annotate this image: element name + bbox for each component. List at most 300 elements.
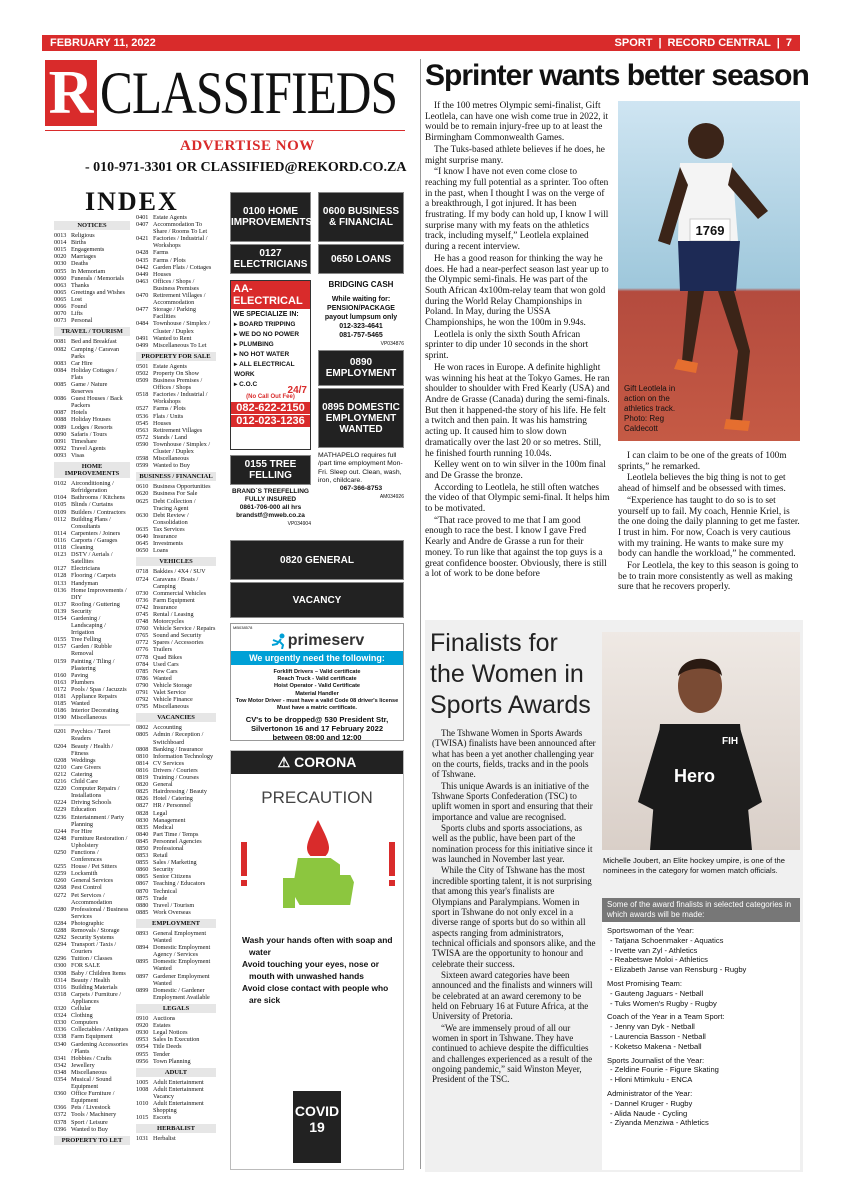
index-code: 0630 [136, 511, 149, 519]
index-code: 0338 [54, 1033, 67, 1041]
index-item [54, 445, 130, 452]
index-label: Plumbers [71, 678, 95, 686]
index-label: Photographic [71, 919, 104, 927]
index-label: Vehicle Service / Repairs [153, 625, 216, 633]
index-item [136, 1051, 216, 1058]
index-label: Debt Review / Consolidation [153, 511, 189, 526]
index-label: Miscellaneous [153, 455, 189, 463]
sprinter-paragraph: Kelley went on to win silver in the 100m final and De Grasse the bronze. [425, 460, 606, 481]
index-code: 0137 [54, 600, 67, 608]
index-label: Farm Equipment [153, 596, 195, 604]
index-heading: BUSINESS / FINANCIAL [136, 472, 216, 481]
index-item [136, 682, 216, 689]
award-category-name: Most Promising Team: [607, 978, 682, 988]
index-item [54, 232, 130, 239]
index-label: Vehicle Finance [153, 696, 193, 704]
index-item [54, 927, 130, 934]
dash-icon: - [610, 935, 615, 945]
index-item [136, 342, 216, 349]
index-item [54, 863, 130, 870]
index-code: 0819 [136, 774, 149, 782]
index-code: 0341 [54, 1054, 67, 1062]
index-code: 0065 [54, 295, 67, 303]
index-label: Accounting [153, 724, 182, 732]
index-item [136, 441, 216, 455]
index-item [54, 381, 130, 395]
index-item [54, 814, 130, 828]
index-item [136, 391, 216, 405]
index-item [54, 275, 130, 282]
award-categories-list [602, 926, 800, 1128]
index-code: 0760 [136, 625, 149, 633]
index-item [54, 679, 130, 686]
index-label: Safaris / Tours [71, 430, 107, 438]
index-label: Wanted to Rent [153, 334, 192, 342]
index-code: 0955 [136, 1050, 149, 1058]
primeserv-item: Reach Truck - Valid certificate [277, 676, 357, 683]
index-code: 0102 [54, 480, 67, 488]
index-label: New Cars [153, 667, 178, 675]
award-entry-text: Ziyanda Menziwa - Athletics [614, 1118, 709, 1128]
index-label: Commercial Vehicles [153, 589, 206, 597]
index-code: 0212 [54, 770, 67, 778]
index-label: Quad Bikes [153, 653, 183, 661]
index-label: Beauty / Health [71, 976, 110, 984]
index-item [54, 643, 130, 657]
brand-line-3: brandstf@mweb.co.za [236, 512, 305, 519]
umpire-figure [602, 632, 800, 850]
index-item [136, 221, 216, 235]
index-item [136, 1022, 216, 1029]
award-entry [602, 989, 800, 999]
index-label: FOR SALE [71, 962, 101, 970]
index-code: 0893 [136, 930, 149, 937]
index-label: General Employment Wanted [153, 930, 207, 945]
ad-loans: 0650 LOANS [318, 244, 404, 274]
index-item [136, 788, 216, 795]
finalists-paragraph: The Tshwane Women in Sports Awards (TWISA) finalists have been announced after what has been a yet another challenging year on the courts, fields, tracks and in the pools of Tshwane. [432, 728, 596, 780]
index-item [136, 427, 216, 434]
index-item [54, 771, 130, 778]
index-code: 0860 [136, 866, 149, 874]
index-item [54, 303, 130, 310]
index-code: 0324 [54, 1012, 67, 1020]
index-code: 0536 [136, 412, 149, 420]
index-label: Funerals / Memorials [71, 274, 124, 282]
ad-domestic: 0895 DOMESTIC EMPLOYMENT WANTED [318, 388, 404, 448]
award-entry [602, 1065, 800, 1075]
index-code: 0318 [54, 990, 67, 998]
index-code: 0867 [136, 880, 149, 888]
index-label: Teaching / Educators [153, 880, 206, 888]
index-heading: HERBALIST [136, 1124, 216, 1133]
index-code: 0216 [54, 778, 67, 786]
index-code: 0066 [54, 303, 67, 311]
index-heading: NOTICES [54, 221, 130, 230]
index-item [54, 601, 130, 608]
index-label: Accommodation To Share / Rooms To Let [153, 221, 208, 236]
index-item [54, 289, 130, 296]
index-item [54, 962, 130, 969]
index-label: Stands / Land [153, 433, 188, 441]
index-code: 0920 [136, 1022, 149, 1030]
index-item [136, 632, 216, 639]
index-label: Transport / Taxis / Couriers [71, 941, 117, 956]
primeserv-item: Forklift Drivers – Valid certificate [273, 669, 361, 675]
index-label: Psychics / Tarot Readers [71, 728, 111, 743]
index-code: 0786 [136, 674, 149, 682]
index-item [54, 778, 130, 785]
index-code: 0063 [54, 281, 67, 289]
index-label: Cellular [71, 1005, 91, 1013]
index-item [136, 724, 216, 731]
index-label: Admin / Reception / Switchboard [153, 731, 204, 746]
index-item [54, 1104, 130, 1111]
index-label: Hotel / Catering [153, 795, 193, 803]
index-label: Personnel Agencies [153, 837, 202, 845]
index-item [54, 572, 130, 579]
index-item [136, 958, 216, 972]
index-code: 0114 [54, 529, 67, 537]
index-label: Child Care [71, 778, 98, 786]
sprinter-paragraph: He has a good reason for thinking the way he does. He had a near-perfect season last year up to the Olympic semi-finals. He was part of the South African 4x100m-relay team that won gold during the World Relay Championships in Poland. In May, during the USSA Championships, he won the 100m in 9.94s. [425, 253, 609, 329]
index-item [136, 987, 216, 1001]
award-category-name: Sports Journalist of the Year: [607, 1055, 705, 1065]
index-code: 0112 [54, 515, 67, 523]
index-item [54, 955, 130, 962]
index-heading: VEHICLES [136, 557, 216, 566]
index-code: 0745 [136, 610, 149, 618]
index-item [136, 526, 216, 533]
aa-service-item: PLUMBING [239, 341, 274, 348]
index-item [54, 785, 130, 799]
index-code: 0724 [136, 575, 149, 583]
index-item [54, 580, 130, 587]
index-item [136, 1015, 216, 1022]
index-code: 0360 [54, 1090, 67, 1098]
index-label: Holiday Cottages / Flats [71, 366, 118, 381]
brands-treefelling-ad [230, 488, 311, 534]
index-heading: EMPLOYMENT [136, 919, 216, 928]
index-item [54, 346, 130, 360]
index-code: 0463 [136, 277, 149, 285]
index-item [54, 693, 130, 700]
finalists-paragraph: “We are immensely proud of all our women in sport in Tshwane. They have continued to achieve despite the difficulties and challenges experienced as a result of the ongoing pandemic,” said Winston Meyer, President of the TSC. [432, 1022, 593, 1085]
index-label: Auctions [153, 1015, 176, 1023]
index-code: 0093 [54, 451, 67, 459]
index-item [54, 700, 130, 707]
index-label: Houses [153, 270, 172, 278]
primeserv-footer: CV's to be dropped@ 530 President Str, Silvertonon 16 and 17 February 2022 between 08:00 and 12:00 [245, 715, 389, 743]
index-code: 0491 [136, 334, 149, 342]
index-item [136, 547, 216, 554]
index-code: 0598 [136, 455, 149, 463]
index-label: Adult Entertainment Shopping [153, 1100, 204, 1115]
index-item [136, 824, 216, 831]
index-label: Wanted to Buy [71, 1125, 108, 1133]
index-label: Motorcycles [153, 618, 184, 626]
brand-line-2: 0861-706-000 all hrs [239, 504, 302, 511]
index-heading: PROPERTY TO LET [54, 1136, 130, 1145]
index-code: 0348 [54, 1068, 67, 1076]
index-label: Painting / Tiling / Plastering [71, 657, 115, 672]
index-code: 0442 [136, 263, 149, 271]
index-item [136, 278, 216, 292]
index-item [136, 533, 216, 540]
index-code: 0785 [136, 667, 149, 675]
index-code: 0201 [54, 728, 67, 736]
award-categories-box [602, 898, 800, 1170]
index-code: 0477 [136, 306, 149, 314]
index-item [136, 214, 216, 221]
index-item [136, 838, 216, 845]
award-entry [602, 965, 800, 975]
award-entry-text: Gauteng Jaguars - Netball [614, 988, 704, 998]
award-category-name: Coach of the Year in a Team Sport: [607, 1012, 725, 1022]
hand-washing-icon [231, 812, 405, 922]
dash-icon: - [610, 1065, 615, 1075]
index-item [54, 828, 130, 835]
index-label: Tree Felling [71, 636, 102, 644]
index-code: 0128 [54, 572, 67, 580]
index-code: 0014 [54, 239, 67, 247]
index-item [136, 498, 216, 512]
index-label: Greetings and Wishes [71, 288, 125, 296]
index-label: Airconditioning / Refridgeration [71, 480, 114, 495]
bullet-icon: ▸ [234, 381, 240, 388]
index-label: Domestic Employment Wanted [153, 958, 211, 973]
index-code: 0835 [136, 823, 149, 831]
index-item [136, 746, 216, 753]
index-heading: LEGALS [136, 1004, 216, 1013]
index-label: Security [153, 866, 174, 874]
index-label: Wanted [153, 674, 172, 682]
aa-service-item: ALL ELECTRICAL WORK [234, 361, 295, 378]
index-label: Training / Courses [153, 774, 199, 782]
index-label: Care Givers [71, 763, 101, 771]
sprinter-headline: Sprinter wants better season [425, 59, 809, 92]
aa-service-item: NO HOT WATER [239, 351, 290, 358]
index-code: 0828 [136, 809, 149, 817]
dash-icon: - [610, 965, 615, 975]
corona-title: CORONA [294, 754, 357, 770]
index-code: 0272 [54, 891, 67, 899]
index-code: 0810 [136, 752, 149, 760]
index-label: Sport / Leisure [71, 1118, 108, 1126]
index-item [54, 884, 130, 891]
index-label: Part Time / Temps [153, 830, 199, 838]
dash-icon: - [610, 1108, 615, 1118]
index-code: 0020 [54, 253, 67, 261]
index-item [136, 675, 216, 682]
section-label: SPORT [614, 37, 653, 49]
index-label: Marriages [71, 253, 97, 261]
index-label: Vehicle Storage [153, 681, 192, 689]
index-label: Retirement Villages [153, 426, 203, 434]
index-label: Property On Show [153, 369, 200, 377]
corona-tip: Avoid touching your eyes, nose or mouth with unwashed hands [242, 959, 379, 981]
index-item [136, 731, 216, 745]
index-item [54, 416, 130, 423]
index-item [136, 568, 216, 575]
bridging-line-3: payout lumpsum only [324, 314, 398, 321]
index-code: 0501 [136, 362, 149, 370]
index-item [136, 377, 216, 391]
index-label: Bathrooms / Kitchens [71, 494, 125, 502]
index-label: Tuition / Classes [71, 955, 113, 963]
index-label: Carpets / Furniture / Appliances [71, 990, 122, 1005]
index-code: 0087 [54, 409, 67, 417]
index-label: Drivers / Couriers [153, 766, 198, 774]
index-label: Miscellaneous [153, 703, 189, 711]
index-heading [54, 724, 130, 726]
index-code: 0083 [54, 359, 67, 367]
index-label: Pest Control [71, 884, 102, 892]
bullet-icon: ▸ [234, 341, 240, 348]
index-code: 0320 [54, 1005, 67, 1013]
index-heading: TRAVEL / TOURISM [54, 327, 130, 336]
award-entry [602, 1109, 800, 1119]
index-item [136, 944, 216, 958]
index-code: 0372 [54, 1111, 67, 1119]
aa-service-row [234, 350, 310, 360]
award-entry-text: Koketso Makena - Netball [614, 1041, 702, 1051]
award-entry [602, 1075, 800, 1085]
index-label: Wanted [71, 700, 90, 708]
index-label: Domestic / Gardener Employment Available [153, 986, 210, 1001]
index-item [54, 431, 130, 438]
award-entry [602, 999, 800, 1009]
index-label: Professional [153, 844, 184, 852]
index-code: 0190 [54, 714, 67, 722]
sprinter-paragraph: “That race proved to me that I am good enough to race the best. I know I gave Fred Kearly and Andre de Grasse a run for their money. To run like that against the top guys is a great confidence booster. Obviously, there is still a lot of work to be done before [425, 515, 607, 580]
award-entry [602, 955, 800, 965]
index-label: House / Pet Sitters [71, 863, 117, 871]
index-label: Security Systems [71, 934, 114, 942]
index-item [54, 1126, 130, 1133]
index-item [54, 991, 130, 1005]
index-label: Roofing / Guttering [71, 600, 120, 608]
index-code: 0154 [54, 614, 67, 622]
index-code: 0563 [136, 426, 149, 434]
index-code: 0260 [54, 877, 67, 885]
index-code: 0082 [54, 345, 67, 353]
index-heading: ADULT [136, 1068, 216, 1077]
index-code: 1005 [136, 1078, 149, 1086]
index-label: Insurance [153, 533, 178, 541]
index-label: Building Plans / Consultants [71, 515, 111, 530]
index-code: 0181 [54, 693, 67, 700]
aa-services-list [231, 320, 310, 390]
index-item [136, 909, 216, 916]
award-entry-text: Tatjana Schoenmaker - Aquatics [614, 935, 724, 945]
index-code: 0070 [54, 310, 67, 318]
index-label: Gardener Employment Wanted [153, 972, 210, 987]
index-code: 0055 [54, 267, 67, 275]
classifieds-title: CLASSIFIEDS [100, 60, 398, 126]
index-item [136, 973, 216, 987]
contact-line: - 010-971-3301 OR CLASSIFIED@REKORD.CO.ZA [85, 160, 407, 175]
index-item [54, 1019, 130, 1026]
ad-vacancy: VACANCY [230, 582, 404, 618]
award-entry [602, 936, 800, 946]
brand-ref: VP034904 [287, 521, 311, 527]
index-item [136, 1086, 216, 1100]
index-label: CV Services [153, 759, 184, 767]
index-item [54, 799, 130, 806]
index-label: Travel / Tourism [153, 901, 195, 909]
sprinter-paragraph: According to Leotlela, he still often watches the video of that Olympic semi-final. It helps him to be motivated. [425, 482, 610, 515]
index-code: 0421 [136, 235, 149, 243]
index-item [136, 413, 216, 420]
index-label: Flats / Units [153, 412, 184, 420]
index-item [136, 696, 216, 703]
index-code: 0825 [136, 788, 149, 796]
index-label: Banking / Insurance [153, 745, 203, 753]
award-entry-text: Laurencia Basson - Netball [614, 1031, 706, 1041]
index-label: Personal [71, 317, 93, 325]
index-label: Adult Entertainment Vacancy [153, 1085, 204, 1100]
ad-home-improvements: 0100 HOME IMPROVEMENTS [230, 192, 311, 242]
index-label: Storage / Parking Facilities [153, 306, 196, 321]
index-item [136, 235, 216, 249]
corona-ad [230, 750, 404, 1170]
index-code: 0850 [136, 844, 149, 852]
index-code: 0109 [54, 508, 67, 516]
index-code: 0136 [54, 586, 67, 594]
index-label: Business Opportunities [153, 483, 211, 491]
index-label: Legal Notices [153, 1029, 188, 1037]
sprinter-column-2 [618, 451, 800, 594]
index-label: Title Deeds [153, 1043, 182, 1051]
corona-tips [231, 927, 403, 1006]
index-item [136, 462, 216, 469]
index-label: General [153, 781, 173, 789]
index-label: Trailers [153, 646, 173, 654]
index-item [54, 537, 130, 544]
index-code: 0718 [136, 568, 149, 576]
index-item [54, 707, 130, 714]
index-code: 0730 [136, 589, 149, 597]
sprinter-paragraph: The Tuks-based athlete believes if he does, he might surprise many. [425, 144, 605, 166]
index-item [136, 618, 216, 625]
index-item [54, 565, 130, 572]
aa-title: AA-ELECTRICAL [231, 281, 310, 309]
index-code: 0894 [136, 944, 149, 952]
index-code: 0826 [136, 795, 149, 803]
index-item [136, 370, 216, 377]
index-label: Cleaning [71, 544, 94, 552]
index-label: Business Premises / Offices / Shops [153, 377, 203, 392]
index-item [136, 264, 216, 271]
index-label: Offices / Shops / Business Premises [153, 277, 199, 292]
index-label: Factories / Industrial / Workshops [153, 391, 208, 406]
index-item [136, 639, 216, 646]
index-item [54, 360, 130, 367]
index-label: Spares / Accessories [153, 639, 204, 647]
index-label: Locksmith [71, 870, 98, 878]
dash-icon: - [610, 1031, 615, 1041]
index-item [54, 424, 130, 431]
index-label: Religious [71, 232, 95, 240]
index-label: Functions / Conferences [71, 848, 102, 864]
index-label: Valet Service [153, 689, 186, 696]
index-label: Senior Citizens [153, 873, 191, 881]
index-label: Home Improvements / DIY [71, 586, 127, 601]
index-item [136, 625, 216, 632]
primeserv-banner: We urgently need the following: [231, 651, 403, 665]
index-item [136, 703, 216, 710]
